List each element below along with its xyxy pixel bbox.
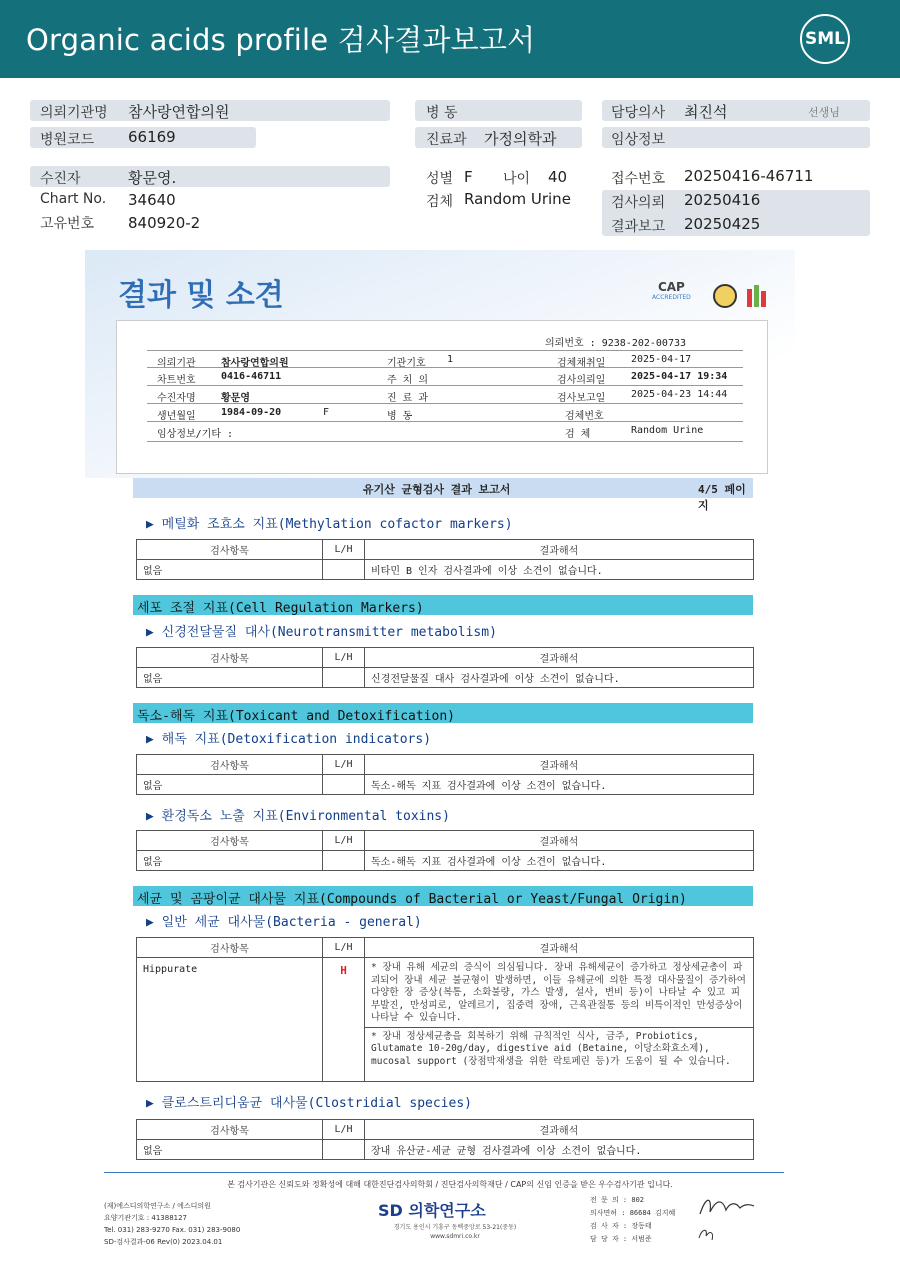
signature-icon (696, 1192, 756, 1222)
category-bar: 세균 및 곰팡이균 대사물 지표(Compounds of Bacterial or Yeast/Fungal Origin) (133, 886, 753, 906)
col-header: L/H (323, 1120, 365, 1140)
result-table (136, 830, 754, 871)
info-label: 임상정보/기타 : (157, 429, 234, 440)
col-header: 결과해석 (365, 938, 754, 958)
section-heading: ▶ 해독 지표(Detoxification indicators) (146, 732, 432, 747)
sex-label: 성별 (426, 171, 454, 187)
section-heading: ▶ 클로스트리디움균 대사물(Clostridial species) (146, 1096, 472, 1111)
col-header: 결과해석 (365, 831, 754, 851)
info-value: 참사랑연합의원 (221, 358, 289, 369)
id-value: 840920-2 (128, 214, 201, 232)
interp-cell: * 장내 정상세균총을 회복하기 위해 규칙적인 식사, 금주, Probiotics, Glutamate 10-20g/day, digestive aid (Betaine, 이당소화효소제), mucosal support (장점막재생을 위한 락토페린 등)가 도움이 될 수 있습니다. (365, 1027, 754, 1081)
col-header: 결과해석 (365, 648, 754, 668)
section-heading: ▶ 환경독소 노출 지표(Environmental toxins) (146, 809, 450, 824)
lh-cell (323, 1140, 365, 1160)
specimen-label: 검체 (426, 194, 454, 210)
lab-mark-icon (746, 283, 768, 309)
sign-line: 전 문 의 : 802 (590, 1196, 645, 1204)
results-title: 결과 및 소견 (118, 278, 284, 313)
ward-label: 병 동 (426, 105, 458, 121)
info-row (147, 422, 743, 442)
interp-cell: 비타민 B 인자 검사결과에 이상 소견이 없습니다. (365, 560, 754, 580)
cap-sub: ACCREDITED (652, 294, 691, 301)
result-table (136, 754, 754, 795)
website-line: www.sdmri.co.kr (430, 1233, 480, 1240)
info-label: 수진자명 (157, 393, 196, 404)
footer-line: SD-검사결과-06 Rev(0) 2023.04.01 (104, 1238, 223, 1246)
lh-cell (323, 668, 365, 688)
receipt-label: 접수번호 (611, 171, 666, 187)
col-header: 검사항목 (137, 755, 323, 775)
result-table (136, 1119, 754, 1160)
col-header: 결과해석 (365, 755, 754, 775)
col-header: 결과해석 (365, 540, 754, 560)
dept-value: 가정의학과 (484, 130, 557, 148)
sex-value: F (464, 168, 473, 186)
hospital-code-value: 66169 (128, 128, 176, 146)
info-label: 기관기호 (387, 358, 426, 369)
page-indicator: 4/5 페이지 (698, 483, 746, 512)
chart-value: 34640 (128, 191, 176, 209)
report-value: 20250425 (684, 215, 761, 233)
request-value: 20250416 (684, 191, 761, 209)
result-table (136, 937, 754, 1082)
address-line: 경기도 용인시 기흥구 동백중앙로 53-21(중동) (393, 1224, 517, 1231)
info-label: 검사보고일 (557, 393, 606, 404)
col-header: L/H (323, 938, 365, 958)
doctor-value: 최진석 (684, 103, 728, 121)
specimen-info-box (116, 320, 768, 474)
institution-value: 참사랑연합의원 (128, 103, 230, 121)
col-header: 검사항목 (137, 1120, 323, 1140)
col-header: L/H (323, 831, 365, 851)
info-row (147, 404, 743, 422)
category-bar: 독소-해독 지표(Toxicant and Detoxification) (133, 703, 753, 723)
request-label: 검사의뢰 (611, 195, 666, 211)
interp-cell: * 장내 유해 세균의 증식이 의심됩니다. 장내 유해세균이 증가하고 정상세균총이 파괴되어 장내 세균 불균형이 발생하면, 이들 유해균에 의한 특정 대사물질이 증가하여 다양한 장 증상(복통, 소화불량, 가스 발생, 설사, 변비 등)이 나타날 수 있고 피부발진, 만성피로, 알레르기, 집중력 장애, 근육관절통 등의 비특이적인 만성증상이 나타날 수 있습니다. (365, 958, 754, 1028)
result-table (136, 647, 754, 688)
report-label: 결과보고 (611, 219, 666, 235)
info-label: 의뢰기관 (157, 358, 196, 369)
request-no-label: 의뢰번호 : (545, 338, 596, 349)
report-title: Organic acids profile 검사결과보고서 (26, 23, 536, 57)
footer-line: (재)에스디의학연구소 / 에스디의원 (104, 1202, 211, 1210)
info-label: 생년월일 (157, 411, 196, 422)
doctor-suffix: 선생님 (808, 106, 840, 119)
signature-block (590, 1194, 675, 1246)
info-value: 2025-04-17 (631, 354, 692, 365)
lh-cell (323, 775, 365, 795)
patient-value: 황문영. (128, 169, 177, 187)
institution-label: 의뢰기관명 (40, 105, 108, 121)
sd-address (360, 1223, 550, 1241)
chart-label: Chart No. (40, 191, 107, 207)
col-header: L/H (323, 648, 365, 668)
info-label: 병 동 (387, 411, 413, 422)
interp-cell: 장내 유산균-세균 균형 검사결과에 이상 소견이 없습니다. (365, 1140, 754, 1160)
signature-mark-icon (696, 1224, 716, 1244)
info-label: 주 치 의 (387, 375, 429, 386)
col-header: 검사항목 (137, 938, 323, 958)
interp-cell: 독소-해독 지표 검사결과에 이상 소견이 없습니다. (365, 851, 754, 871)
info-value: 1984-09-20 (221, 407, 282, 418)
section-heading: ▶ 일반 세균 대사물(Bacteria - general) (146, 915, 422, 930)
section-heading: ▶ 신경전달물질 대사(Neurotransmitter metabolism) (146, 625, 497, 640)
dept-label: 진료과 (426, 132, 467, 148)
age-value: 40 (548, 168, 568, 186)
info-value: 0416-46711 (221, 371, 282, 382)
cap-label: CAP (657, 280, 685, 294)
age-label: 나이 (503, 171, 531, 187)
info-label: 진 료 과 (387, 393, 429, 404)
item-cell: 없음 (137, 851, 323, 871)
report-bar-title: 유기산 균형검사 결과 보고서 (363, 483, 511, 496)
info-row (147, 386, 743, 404)
footer-line: Tel. 031) 283-9270 Fax. 031) 283-9080 (104, 1226, 241, 1234)
info-label: 검 체 (565, 429, 591, 440)
item-cell: 없음 (137, 775, 323, 795)
info-value: 황문영 (221, 393, 250, 404)
id-label: 고유번호 (40, 216, 95, 232)
lh-cell: H (323, 958, 365, 1082)
footer-divider (104, 1172, 784, 1173)
clinical-label: 임상정보 (611, 132, 666, 148)
seal-icon (713, 284, 737, 308)
item-cell: 없음 (137, 668, 323, 688)
info-label: 검사의뢰일 (557, 375, 606, 386)
col-header: 검사항목 (137, 831, 323, 851)
request-no-value: 9238-202-00733 (601, 338, 687, 349)
footer-contact (104, 1200, 240, 1248)
patient-bar (30, 166, 390, 187)
doctor-label: 담당의사 (611, 105, 666, 121)
footer-note: 본 검사기관은 신뢰도와 정확성에 대해 대한진단검사의학회 / 진단검사의학재단 / CAP의 신임 인증을 받은 우수검사기관 입니다. (227, 1180, 673, 1189)
info-value: 2025-04-23 14:44 (631, 389, 728, 400)
lh-cell (323, 560, 365, 580)
result-table (136, 539, 754, 580)
patient-label: 수진자 (40, 171, 81, 187)
report-bar (133, 478, 753, 512)
col-header: 검사항목 (137, 648, 323, 668)
receipt-value: 20250416-46711 (684, 167, 814, 185)
request-no-line (545, 334, 686, 349)
sign-line: 의사면허 : 86684 김지혜 (590, 1209, 676, 1217)
item-cell: Hippurate (137, 958, 323, 1082)
info-label: 검체채취일 (557, 358, 606, 369)
item-cell: 없음 (137, 1140, 323, 1160)
report-header (0, 0, 900, 78)
section-heading: ▶ 메틸화 조효소 지표(Methylation cofactor markers) (146, 517, 513, 532)
info-value: 1 (447, 354, 454, 365)
info-value: F (323, 407, 330, 418)
sd-logo: SD 의학연구소 (378, 1201, 486, 1220)
info-label: 검체번호 (565, 411, 604, 422)
category-bar: 세포 조절 지표(Cell Regulation Markers) (133, 595, 753, 615)
col-header: L/H (323, 755, 365, 775)
interp-cell: 신경전달물질 대사 검사결과에 이상 소견이 없습니다. (365, 668, 754, 688)
col-header: 검사항목 (137, 540, 323, 560)
item-cell: 없음 (137, 560, 323, 580)
lh-cell (323, 851, 365, 871)
hospital-code-label: 병원코드 (40, 132, 95, 148)
info-value: Random Urine (631, 425, 704, 436)
info-label: 차트번호 (157, 375, 196, 386)
footer-line: 요양기관기호 : 41388127 (104, 1214, 188, 1222)
info-value: 2025-04-17 19:34 (631, 371, 728, 382)
sign-line: 검 사 자 : 장동태 (590, 1222, 652, 1230)
sign-line: 담 당 자 : 서범준 (590, 1235, 652, 1243)
sml-logo: SML (800, 14, 850, 64)
col-header: L/H (323, 540, 365, 560)
interp-cell: 독소-해독 지표 검사결과에 이상 소견이 없습니다. (365, 775, 754, 795)
info-row (147, 350, 743, 368)
info-row (147, 368, 743, 386)
col-header: 결과해석 (365, 1120, 754, 1140)
specimen-value: Random Urine (464, 190, 571, 208)
cap-logo (652, 280, 691, 301)
